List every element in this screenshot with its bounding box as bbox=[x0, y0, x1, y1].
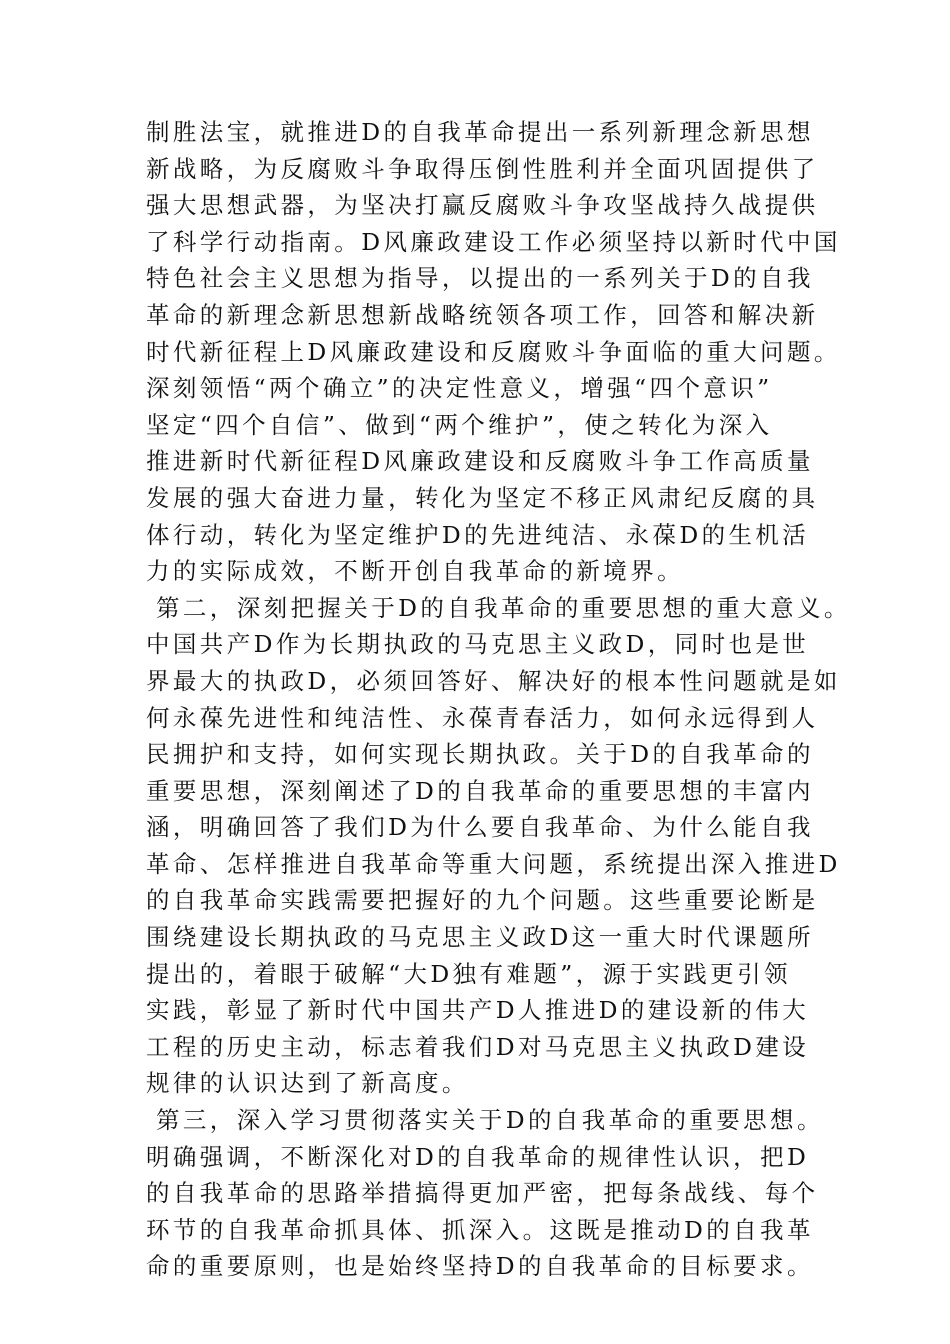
text-line: 坚定“四个自信”、做到“两个维护”，使之转化为深入 bbox=[146, 410, 773, 439]
text-line: 了科学行动指南。D风廉政建设工作必须坚持以新时代中国 bbox=[146, 227, 841, 256]
text-line: 工程的历史主动，标志着我们D对马克思主义执政D建设 bbox=[146, 1032, 810, 1061]
body-text bbox=[146, 114, 851, 1285]
paragraph-start-line: 第三，深入学习贯彻落实关于D的自我革命的重要思想。 bbox=[156, 1106, 824, 1135]
text-line: 中国共产D作为长期执政的马克思主义政D，同时也是世 bbox=[146, 630, 810, 659]
text-line: 新战略，为反腐败斗争取得压倒性胜利并全面巩固提供了 bbox=[146, 154, 819, 183]
text-line: 命的重要原则，也是始终坚持D的自我革命的目标要求。 bbox=[146, 1252, 814, 1281]
text-line: 革命的新理念新思想新战略统领各项工作，回答和解决新 bbox=[146, 300, 819, 329]
text-line: 推进新时代新征程D风廉政建设和反腐败斗争工作高质量 bbox=[146, 447, 814, 476]
paragraph-start-line: 第二，深刻把握关于D的自我革命的重要思想的重大意义。 bbox=[156, 593, 851, 622]
text-line: 制胜法宝，就推进D的自我革命提出一系列新理念新思想 bbox=[146, 118, 814, 146]
text-line: 特色社会主义思想为指导，以提出的一系列关于D的自我 bbox=[146, 264, 814, 293]
text-line: 民拥护和支持，如何实现长期执政。关于D的自我革命的 bbox=[146, 740, 814, 769]
text-line: 环节的自我革命抓具体、抓深入。这既是推动D的自我革 bbox=[146, 1215, 814, 1244]
text-line: 界最大的执政D，必须回答好、解决好的根本性问题就是如 bbox=[146, 666, 841, 695]
text-line: 力的实际成效，不断开创自我革命的新境界。 bbox=[146, 557, 684, 586]
text-line: 何永葆先进性和纯洁性、永葆青春活力，如何永远得到人 bbox=[146, 703, 819, 732]
text-line: 的自我革命的思路举措搞得更加严密，把每条战线、每个 bbox=[146, 1179, 819, 1208]
text-line: 重要思想，深刻阐述了D的自我革命的重要思想的丰富内 bbox=[146, 776, 814, 805]
text-line: 明确强调，不断深化对D的自我革命的规律性认识，把D bbox=[146, 1142, 810, 1171]
text-line: 涵，明确回答了我们D为什么要自我革命、为什么能自我 bbox=[146, 813, 814, 842]
text-line: 革命、怎样推进自我革命等重大问题，系统提出深入推进D bbox=[146, 849, 841, 878]
text-line: 深刻领悟“两个确立”的决定性意义，增强“四个意识” bbox=[146, 374, 773, 403]
text-line: 提出的，着眼于破解“大D独有难题”，源于实践更引领 bbox=[146, 959, 791, 988]
text-line: 围绕建设长期执政的马克思主义政D这一重大时代课题所 bbox=[146, 923, 814, 952]
text-line: 规律的认识达到了新高度。 bbox=[146, 1069, 469, 1098]
text-line: 强大思想武器，为坚决打赢反腐败斗争攻坚战持久战提供 bbox=[146, 191, 819, 220]
text-line: 发展的强大奋进力量，转化为坚定不移正风肃纪反腐的具 bbox=[146, 483, 819, 512]
text-line: 的自我革命实践需要把握好的九个问题。这些重要论断是 bbox=[146, 886, 819, 915]
text-line: 体行动，转化为坚定维护D的先进纯洁、永葆D的生机活 bbox=[146, 520, 810, 549]
text-line: 时代新征程上D风廉政建设和反腐败斗争面临的重大问题。 bbox=[146, 337, 841, 366]
text-line: 实践，彰显了新时代中国共产D人推进D的建设新的伟大 bbox=[146, 996, 810, 1025]
